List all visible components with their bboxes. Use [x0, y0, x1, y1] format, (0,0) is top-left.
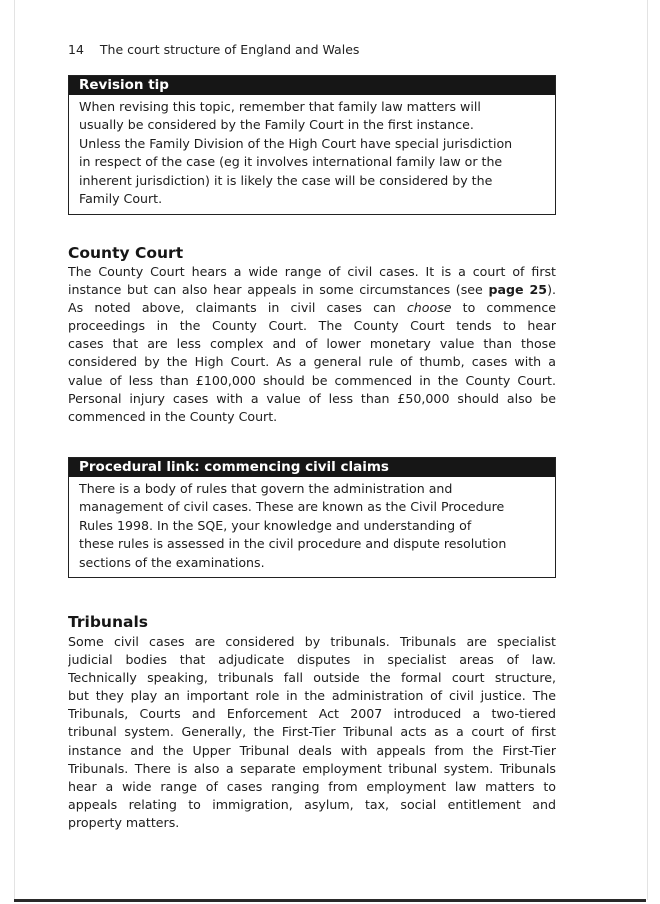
- chapter-title: The court structure of England and Wales: [99, 42, 360, 57]
- paragraph-line: property matters.: [68, 814, 180, 830]
- paragraph-line: Technically speaking, tribunals fall outside the formal court structure,: [68, 670, 556, 686]
- page-number: 14: [68, 42, 84, 57]
- revision-tip-box: [68, 75, 556, 215]
- paragraph-line: appeals relating to immigration, asylum, tax, social entitlement and: [68, 796, 556, 812]
- line-text: As noted above, claimants in civil cases can: [68, 300, 407, 316]
- page-reference: page 25: [488, 282, 548, 298]
- revision-tip-body: [69, 95, 555, 214]
- paragraph-line: value of less than £100,000 should be commenced in the County Court.: [68, 372, 556, 388]
- procedural-link-body: [69, 477, 555, 578]
- paragraph-line: cases that are less complex and of lower monetary value than those: [68, 336, 556, 352]
- paragraph-line: judicial bodies that adjudicate disputes in specialist areas of law.: [68, 652, 556, 668]
- procedural-link-line: Rules 1998. In the SQE, your knowledge and understanding of: [79, 517, 472, 533]
- paragraph-line: Personal injury cases with a value of less than £50,000 should also be: [68, 390, 556, 406]
- paragraph-line: [68, 281, 556, 299]
- revision-tip-line: Unless the Family Division of the High Court have special jurisdiction: [79, 135, 513, 151]
- procedural-link-line: sections of the examinations.: [79, 554, 265, 570]
- paragraph-line: but they play an important role in the administration of civil justice. The: [68, 688, 556, 704]
- procedural-link-line: these rules is assessed in the civil procedure and dispute resolution: [79, 536, 507, 552]
- revision-tip-line: inherent jurisdiction) it is likely the case will be considered by the: [79, 172, 493, 188]
- procedural-link-box: [68, 457, 556, 578]
- procedural-link-title: Procedural link: commencing civil claims: [69, 458, 555, 477]
- paragraph-line: instance and the Upper Tribunal deals with appeals from the First-Tier: [68, 742, 556, 758]
- paragraph-line: The County Court hears a wide range of civil cases. It is a court of first: [68, 264, 556, 279]
- paragraph-line: proceedings in the County Court. The County Court tends to hear: [68, 318, 556, 334]
- revision-tip-line: usually be considered by the Family Court in the first instance.: [79, 117, 474, 133]
- revision-tip-line: Family Court.: [79, 191, 163, 207]
- tribunals-heading: Tribunals: [68, 613, 148, 631]
- procedural-link-line: management of civil cases. These are known as the Civil Procedure: [79, 499, 505, 515]
- revision-tip-line: When revising this topic, remember that family law matters will: [79, 99, 481, 114]
- revision-tip-line: in respect of the case (eg it involves international family law or the: [79, 154, 503, 170]
- county-court-paragraph: [68, 263, 556, 426]
- line-text: ).: [547, 282, 556, 298]
- paragraph-line: Tribunals, Courts and Enforcement Act 2007 introduced a two-tiered: [68, 706, 556, 722]
- paragraph-line: considered by the High Court. As a general rule of thumb, cases with a: [68, 354, 556, 370]
- paragraph-line: commenced in the County Court.: [68, 408, 278, 424]
- tribunals-paragraph: [68, 633, 556, 832]
- line-text: to commence: [451, 300, 556, 316]
- paragraph-line: [68, 299, 556, 317]
- emphasis: choose: [406, 300, 452, 316]
- county-court-heading: County Court: [68, 244, 184, 262]
- paragraph-line: tribunal system. Generally, the First-Tier Tribunal acts as a court of first: [68, 724, 556, 740]
- line-text: instance but can also hear appeals in some circumstances (see: [68, 282, 489, 298]
- page-bottom-rule: [14, 899, 646, 902]
- paragraph-line: hear a wide range of cases ranging from employment law matters to: [68, 778, 556, 794]
- paragraph-line: Tribunals. There is also a separate employment tribunal system. Tribunals: [68, 760, 556, 776]
- revision-tip-title: Revision tip: [69, 76, 555, 95]
- paragraph-line: Some civil cases are considered by tribunals. Tribunals are specialist: [68, 634, 556, 649]
- procedural-link-line: There is a body of rules that govern the administration and: [79, 481, 453, 496]
- running-head: [68, 42, 359, 57]
